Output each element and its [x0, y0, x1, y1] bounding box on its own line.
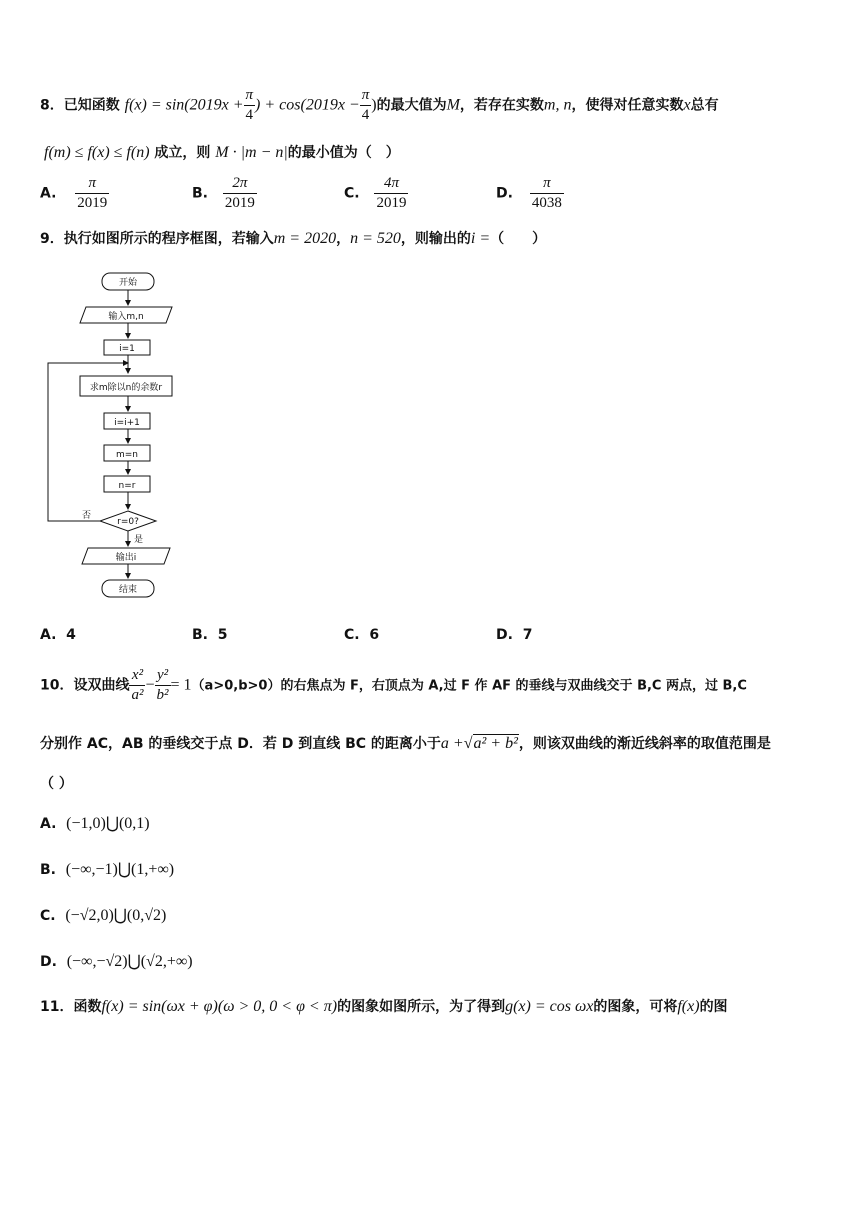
option-label: C. [344, 185, 360, 202]
option-value: (−1,0)⋃(0,1) [66, 815, 150, 832]
option-label: B. [192, 185, 208, 202]
option-label: D. [40, 954, 57, 970]
flow-end-label: 结束 [118, 585, 138, 595]
question-number: 11． [40, 999, 74, 1015]
question-number: 8． [40, 97, 64, 114]
text: ，若存在实数 [459, 97, 544, 114]
question-9-line1 [40, 228, 546, 248]
q9-option-a[interactable] [40, 627, 76, 643]
denominator: 2019 [376, 195, 407, 211]
flow-input-label: 输入m,n [108, 312, 144, 322]
flow-yes-label: 是 [134, 535, 144, 545]
question-number: 10． [40, 677, 74, 694]
denominator: 4038 [531, 195, 562, 211]
math-expression: = 1 [170, 676, 192, 694]
text: 已知函数 [63, 97, 120, 114]
question-10-line3 [40, 773, 73, 793]
math-expression: f(x) [677, 998, 700, 1015]
math-var: M [446, 96, 460, 114]
q8-option-c[interactable] [344, 176, 408, 211]
flowchart [40, 265, 190, 605]
fraction [75, 176, 109, 211]
option-label: B. [40, 862, 56, 878]
denominator: 2019 [77, 195, 108, 211]
option-value: 7 [522, 627, 533, 643]
math-expression: f(m) ≤ f(x) ≤ f(n) [44, 144, 150, 161]
text: ， [336, 231, 351, 247]
flow-m-assign-label: m=n [115, 450, 139, 460]
denominator: 4 [244, 105, 256, 123]
flow-init-label: i=1 [119, 344, 135, 354]
numerator: π [543, 175, 551, 191]
question-11-line1 [40, 996, 728, 1016]
option-label: A. [40, 185, 57, 202]
option-value: 5 [217, 627, 228, 643]
option-label: A. [40, 816, 57, 832]
math-expression: ) [371, 96, 377, 114]
q8-option-a[interactable] [40, 176, 109, 211]
math-expression: ) + cos(2019x − [255, 96, 360, 114]
text: 的最小值为（ ） [287, 145, 400, 161]
math-expression: i = [470, 230, 491, 247]
text: ，则该双曲线的渐近线斜率的取值范围是 [518, 736, 771, 752]
fraction [129, 668, 145, 703]
q9-option-b[interactable] [192, 627, 228, 643]
fraction [223, 176, 257, 211]
flow-increment-label: i=i+1 [114, 418, 140, 428]
text: ，则输出的 [400, 231, 471, 247]
flow-start-label: 开始 [118, 278, 138, 288]
option-value: 6 [369, 627, 380, 643]
q10-option-c[interactable] [40, 905, 166, 925]
text: 的最大值为 [376, 97, 447, 114]
numerator: π [361, 87, 370, 103]
fraction [374, 176, 408, 211]
q9-option-c[interactable] [344, 627, 379, 643]
math-expression: n = 520 [350, 230, 401, 247]
math-expression: f(x) = sin(ωx + φ)(ω > 0, 0 < φ < π) [101, 998, 338, 1015]
option-label: D. [496, 627, 513, 643]
option-label: B. [192, 627, 208, 643]
flow-output-label: 输出i [115, 553, 137, 563]
q10-option-d[interactable] [40, 951, 193, 971]
flow-remainder-label: 求m除以n的余数r [89, 383, 163, 393]
option-label: A. [40, 627, 57, 643]
fraction [155, 668, 171, 703]
math-expression: a + [440, 735, 464, 752]
fraction [244, 88, 256, 123]
math-expression: m = 2020 [273, 230, 337, 247]
question-10-line2: 分别作 AC，AB 的垂线交于点 D．若 D 到直线 BC 的距离小于a +√a² + b²，则该双曲线的渐近线斜率的取值范围是 [40, 735, 771, 752]
text: 函数 [73, 999, 102, 1015]
text: 总有 [690, 97, 719, 114]
flow-decision-label: r=0? [117, 517, 139, 527]
text: （ ） [490, 231, 547, 247]
fraction [360, 88, 372, 123]
text: （ ） [40, 776, 73, 792]
option-label: C. [40, 908, 56, 924]
numerator: x² [131, 667, 144, 683]
numerator: π [88, 175, 97, 191]
question-8-line2 [44, 142, 400, 162]
q9-option-d[interactable] [496, 627, 532, 643]
question-10-line1 [40, 668, 747, 703]
text: 成立，则 [154, 145, 211, 161]
denominator: a² [131, 687, 144, 703]
flow-no-label: 否 [82, 511, 92, 521]
text: 执行如图所示的程序框图，若输入 [63, 231, 274, 247]
math-expression: M · |m − n| [215, 144, 288, 161]
math-var: x [683, 96, 691, 114]
question-number: 9． [40, 231, 64, 247]
denominator: 2019 [224, 195, 255, 211]
math-expression: g(x) = cos ωx [505, 998, 594, 1015]
numerator: y² [156, 667, 169, 683]
option-label: D. [496, 185, 513, 202]
q10-option-a[interactable] [40, 813, 150, 833]
denominator: 4 [360, 105, 372, 123]
option-value: 4 [66, 627, 76, 643]
text: 的图象，可将 [593, 999, 678, 1015]
numerator: π [245, 87, 254, 103]
text: ，使得对任意实数 [571, 97, 684, 114]
q10-option-b[interactable] [40, 859, 174, 879]
q8-option-b[interactable] [192, 176, 257, 211]
denominator: b² [156, 687, 169, 703]
text: 的图象如图所示，为了得到 [337, 999, 506, 1015]
option-label: C. [344, 627, 360, 643]
q8-option-d[interactable] [496, 176, 564, 211]
numerator: 2π [232, 175, 248, 191]
math-var: m, n [543, 96, 572, 114]
sqrt-expression: a² + b² [473, 735, 518, 752]
text: 分别作 AC，AB 的垂线交于点 D．若 D 到直线 BC 的距离小于 [40, 736, 441, 752]
numerator: 4π [383, 175, 399, 191]
math-operator: − [145, 676, 155, 694]
option-value: (−∞,−√2)⋃(√2,+∞) [66, 953, 193, 970]
option-value: (−√2,0)⋃(0,√2) [65, 907, 167, 924]
math-expression: f(x) = sin(2019x + [124, 96, 244, 114]
fraction [530, 176, 564, 211]
flow-n-assign-label: n=r [118, 481, 136, 491]
question-8-line1 [40, 88, 719, 123]
text: 设双曲线 [73, 677, 130, 694]
text: 的图 [699, 999, 728, 1015]
option-value: (−∞,−1)⋃(1,+∞) [65, 861, 175, 878]
text: （a>0,b>0）的右焦点为 F，右顶点为 A,过 F 作 AF 的垂线与双曲线交于 B,C 两点，过 B,C [191, 678, 747, 694]
